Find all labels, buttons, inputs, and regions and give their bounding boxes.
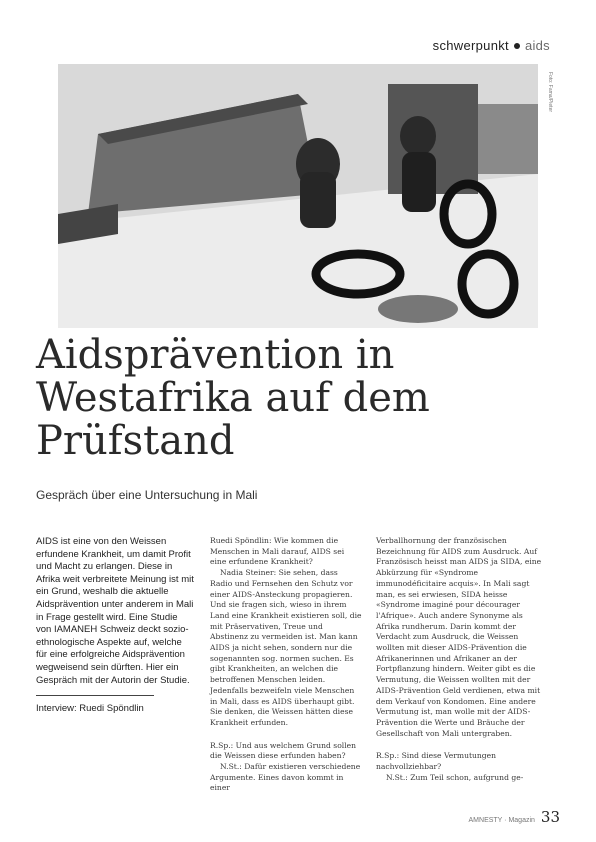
body-paragraph: Ruedi Spöndlin: Wie kommen die Menschen in Mali darauf, AIDS sei eine erfundene Krankheit? [210, 536, 345, 567]
body-paragraph: N.St.: Dafür existieren verschiedene Argumente. Eines davon kommt in einer [210, 762, 361, 793]
bullet-icon [514, 43, 520, 49]
body-column-3 [376, 536, 546, 783]
photo-credit: Foto: Fama/Pieter [547, 72, 553, 113]
page-footer [469, 808, 560, 826]
lead-paragraph: AIDS ist eine von den Weissen erfundene Krankheit, um damit Profit und Macht zu erlangen. Diese in Afrika weit verbreitete Meinung ist mit ein Grund, weshalb die aktuelle Aidsprävention unter anderem in Mali in Frage gestellt wird. Eine Studie von IAMANEH Schweiz deckt sozio-ethnologische Aspekte auf, welche für eine erfolgreiche Aidsprävention wegweisend sein dürften. Hier ein Gespräch mit der Autorin der Studie. [36, 536, 194, 686]
magazine-name: AMNESTY · Magazin [468, 817, 535, 824]
title-line: Prüfstand [36, 418, 235, 464]
section-name: schwerpunkt [432, 38, 509, 53]
body-column-2 [210, 536, 362, 794]
byline: Interview: Ruedi Spöndlin [36, 703, 144, 715]
body-paragraph: R.Sp.: Sind diese Vermutungen nachvollziehbar? [376, 751, 497, 772]
body-paragraph: R.Sp.: Und aus welchem Grund sollen die Weissen diese erfunden haben? [210, 740, 357, 761]
divider [36, 695, 154, 696]
body-paragraph: N.St.: Zum Teil schon, aufgrund ge- [386, 772, 524, 782]
topic-name: aids [524, 38, 550, 53]
lead-column [36, 536, 194, 714]
title-line: Aidsprävention in [36, 332, 395, 378]
body-paragraph: Nadia Steiner: Sie sehen, dass Radio und Fernsehen den Schutz vor einer AIDS-Ansteckung propagieren. Und sie fragen sich, wieso in ihrem Land eine Krankheit existieren soll, die mit Präservativen, Treue und Abstinenz zu vermeiden ist. Man kann AIDS ja nicht sehen, sondern nur die sogenannten sog. normen suchen. Es gibt Krankheiten, an welchen die betroffenen Menschen leiden. Jedenfalls bezweifeln viele Menschen in Mali, dass es AIDS überhaupt gibt. Sie denken, die Weissen hätten diese Krankheit erfunden. [210, 568, 362, 727]
article-subtitle: Gespräch über eine Untersuchung in Mali [36, 488, 258, 502]
title-line: Westafrika auf dem [36, 375, 430, 421]
body-paragraph: Verballhornung der französischen Bezeichnung für AIDS zum Ausdruck. Auf Französisch heisst man AIDS ja SIDA, eine Abkürzung für «Syndrome immunodéficitaire acquis». In Mali sagt man, es sei erwiesen, SIDA heisse «Syndrome imaginé pour décourager l'Afrique». Auch andere Synonyme als Afrika rundherum. Darin kommt der Verdacht zum Ausdruck, die Weissen wollten mit dieser AIDS-Prävention die Afrikanerinnen und Afrikaner an der Fortpflanzung hindern. Weiter gibt es die Vermutung, die Weissen wollten mit der AIDS-Prävention Geld verdienen, etwa mit dem Verkauf von Kondomen. Eine andere Vermutung ist, man wolle mit der AIDS-Prävention die Werte und Bräuche der Gesellschaft von Mali untergraben. [376, 536, 542, 738]
article-photo [58, 64, 538, 328]
photo-illustration [58, 64, 538, 328]
article-title [36, 334, 556, 463]
section-label [433, 38, 550, 53]
page-number: 33 [540, 808, 560, 826]
